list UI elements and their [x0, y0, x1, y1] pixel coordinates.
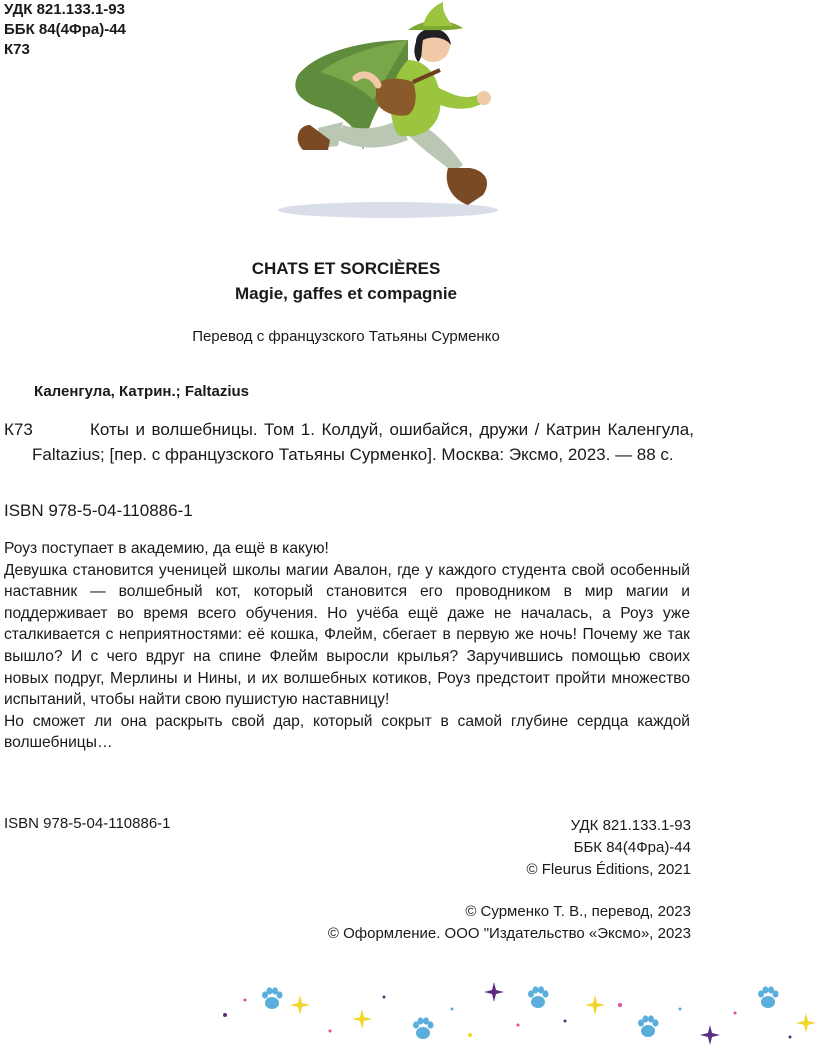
annotation-paragraph: Но сможет ли она раскрыть свой дар, который сокрыт в самой глубине сердца каждой волшебницы…: [4, 712, 690, 752]
running-girl-illustration: [258, 0, 518, 225]
star-icon: [290, 995, 310, 1015]
star-icon: [352, 1009, 372, 1029]
footer-codes: [527, 815, 691, 881]
bbk-code: ББК 84(4Фра)-44: [4, 21, 126, 38]
copyright-design: © Оформление. ООО "Издательство «Эксмо», 2023: [327, 925, 691, 942]
catalog-description: Коты и волшебницы. Том 1. Колдуй, ошибайся, дружи / Катрин Каленгула, Faltazius; [пер. с французского Татьяны Сурменко]. Москва: Эксмо, 2023. — 88 с.: [32, 420, 694, 464]
copyright-translation: © Сурменко Т. В., перевод, 2023: [465, 903, 691, 920]
paw-icon: [638, 1015, 659, 1037]
copyright-original: © Fleurus Éditions, 2021: [526, 861, 691, 878]
hat: [423, 2, 453, 26]
paw-icon: [528, 986, 549, 1008]
isbn: ISBN 978-5-04-110886-1: [4, 501, 193, 520]
catalog-record: [4, 417, 694, 467]
catalog-code: К73: [4, 420, 33, 439]
footer-udk: УДК 821.133.1-93: [570, 817, 691, 834]
paw-icon: [758, 986, 779, 1008]
front-shoe: [447, 168, 487, 205]
book-original-subtitle: Magie, gaffes et compagnie: [235, 284, 457, 303]
author-mark: К73: [4, 41, 30, 58]
sparkle-icon: [700, 1025, 720, 1045]
footer-bbk: ББК 84(4Фра)-44: [573, 839, 691, 856]
shoulder-bag: [376, 79, 416, 116]
paw-icon: [262, 987, 283, 1009]
star-icon: [796, 1013, 816, 1033]
book-original-title: CHATS ET SORCIÈRES: [251, 259, 441, 278]
udk-code: УДК 821.133.1-93: [4, 1, 125, 18]
star-icon: [585, 995, 605, 1015]
classification-codes: [4, 0, 126, 60]
annotation-paragraph: Роуз поступает в академию, да ещё в какую!: [4, 540, 329, 557]
copyright-block: [328, 901, 691, 945]
annotation-paragraph: Девушка становится ученицей школы магии Авалон, где у каждого студента свой особенный наставник — волшебный кот, который становится его проводником в мир магии и поддерживает во время всего обучения. Но учёба ещё даже не началась, а Роуз уже сталкивается с неприятностями: её кошка, Флейм, сбегает в первую же ночь! Почему же так вышло? И с чего вдруг на спине Флейм выросли крылья? Заручившись помощью своих новых подруг, Мерлины и Нины, и их волшебных котиков, Роуз предстоит пройти множество испытаний, чтобы найти свою пушистую наставницу!: [4, 561, 690, 709]
hand: [477, 91, 491, 105]
paw-and-sparkle-decoration: [0, 965, 834, 1056]
sparkle-icon: [484, 982, 504, 1002]
paw-icon: [413, 1017, 434, 1039]
annotation: [4, 538, 690, 754]
translator-note: Перевод с французского Татьяны Сурменко: [192, 328, 500, 345]
authors-line: Каленгула, Катрин.; Faltazius: [34, 383, 249, 400]
footer-isbn: ISBN 978-5-04-110886-1: [4, 815, 171, 832]
shadow: [278, 202, 498, 218]
